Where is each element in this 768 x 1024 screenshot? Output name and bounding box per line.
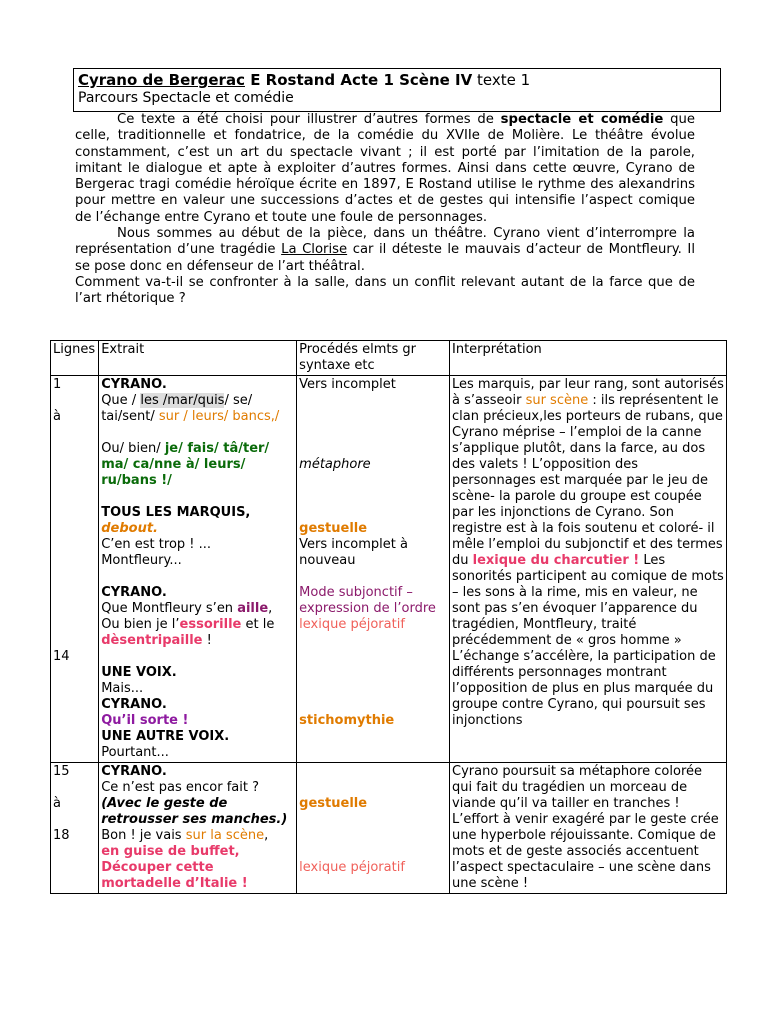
device: Mode subjonctif – expression de l’ordre [299, 585, 436, 616]
verse [101, 828, 294, 844]
intro-question: Comment va-t-il se confronter à la salle, dans un conflit relevant autant de la farce que de l’art rhétorique ? [75, 274, 695, 307]
intro-p2-text-end: car il déteste le mauvais d’acteur de Montfleury. Il se pose donc en défenseur de l’art théâtral. [75, 242, 695, 274]
verse: Pourtant... [101, 745, 169, 760]
table-header-row [51, 341, 727, 376]
verse-pink: aille [237, 601, 269, 616]
extract-cell [99, 376, 297, 763]
verse-text: Ou/ bien/ [101, 441, 165, 456]
interpretation-text: Les sonorités participent au comique de mots – les sons à la rime, mis en valeur, ne sont pas s’en évoquer l’apparence du tragédien, Montfleury, traité précédemment de « gros homme » L’échange s’accélère, la participation de différents personnages montrant l’opposition de plus en plus marquée du groupe contre Cyrano, qui poursuit ses injonctions [452, 553, 724, 728]
verse-pink: essorille [179, 617, 242, 632]
interpretation-pink: lexique du charcutier ! [472, 553, 640, 568]
interpretation-cell: Cyrano poursuit sa métaphore colorée qui fait du tragédien un morceau de viande qu’il va tailler en tranches ! L’effort à venir exagéré par le geste crée une hyperbole réjouissante. Comique de mots et de geste associés accentuent l’aspect spectaculaire – une scène dans une scène ! [450, 763, 727, 894]
line-start: 1 [53, 377, 62, 392]
verse [101, 393, 294, 425]
devices-cell [297, 763, 450, 894]
verse-pink: en guise de buffet, [101, 844, 240, 859]
intro-paragraph-1 [75, 112, 695, 226]
verse-highlight: les /mar/quis [140, 393, 225, 408]
table-row [51, 376, 727, 763]
header-interpretation: Interprétation [450, 341, 727, 376]
device: gestuelle [299, 521, 368, 536]
verse: C’en est trop ! ... [101, 537, 212, 552]
speaker: CYRANO. [101, 585, 167, 600]
device: métaphore [299, 457, 371, 472]
verse-text: Bon ! je vais [101, 828, 186, 843]
document-subtitle: Parcours Spectacle et comédie [78, 90, 294, 106]
verse-text: Que / [101, 393, 141, 408]
header-lines: Lignes [51, 341, 99, 376]
title-author-act: E Rostand Acte 1 Scène IV [244, 71, 473, 89]
verse-purple: Qu’il sorte ! [101, 713, 189, 728]
title-box [73, 68, 721, 112]
verse [101, 601, 294, 617]
verse: Ce n’est pas encor fait ? [101, 780, 260, 795]
verse-text: , [264, 828, 269, 843]
verse-pink: Découper cette mortadelle d’Italie ! [101, 860, 248, 891]
device: gestuelle [299, 796, 368, 811]
intro-paragraph-2 [75, 226, 695, 275]
verse: Mais... [101, 681, 144, 696]
line-end: 18 [53, 828, 70, 843]
device: stichomythie [299, 713, 395, 728]
line-a: à [53, 796, 61, 811]
stage-direction: (Avec le geste de retrousser ses manches.) [101, 796, 288, 827]
verse-text: Que Montfleury s’en [101, 601, 238, 616]
lines-cell [51, 376, 99, 763]
speaker: CYRANO. [101, 764, 167, 779]
device: Vers incomplet à nouveau [299, 537, 408, 568]
intro-p1-text: Ce texte a été choisi pour illustrer d’autres formes de [117, 112, 501, 127]
table-row [51, 763, 727, 894]
play-title: Cyrano de Bergerac [78, 71, 245, 89]
introduction [75, 112, 695, 308]
verse-text: , [268, 601, 273, 616]
speaker: TOUS LES MARQUIS, [101, 505, 251, 520]
line-a: à [53, 409, 61, 424]
speaker: UNE AUTRE VOIX. [101, 729, 230, 744]
intro-p2-underlined: La Clorise [281, 242, 348, 258]
verse-text: / se/ tai/sent/ [101, 393, 253, 424]
lines-cell [51, 763, 99, 894]
title-text-number: texte 1 [472, 71, 531, 89]
intro-p2-text: Nous sommes au début de la pièce, dans un théâtre. Cyrano vient d’interrompre la représentation d’une tragédie [75, 226, 695, 258]
header-extract: Extrait [99, 341, 297, 376]
device: Vers incomplet [299, 377, 396, 392]
speaker: CYRANO. [101, 697, 167, 712]
extract-cell [99, 763, 297, 894]
devices-cell [297, 376, 450, 763]
line-end: 14 [53, 649, 70, 664]
intro-p1-bold: spectacle et comédie [500, 112, 664, 127]
verse-text: ! [202, 633, 212, 648]
device: lexique péjoratif [299, 860, 405, 875]
verse [101, 633, 294, 649]
interpretation-cell [450, 376, 727, 763]
stage-direction: debout. [101, 521, 158, 536]
header-devices: Procédés elmts gr syntaxe etc [297, 341, 450, 376]
verse: Montfleury... [101, 553, 182, 568]
verse [101, 617, 294, 633]
speaker: UNE VOIX. [101, 665, 177, 680]
verse [101, 441, 294, 489]
intro-p1-text-end: que celle, traditionnelle et fondatrice, de la comédie du XVIIe de Molière. Le théâtre évolue constamment, c’est un art du spectacle vivant ; il est porté par l’imitation de la parole, imitant le dialogue et apte à exploiter d’autres formes. Ainsi dans cette œuvre, Cyrano de Bergerac tragi comédie héroïque écrite en 1897, E Rostand utilise le rythme des alexandrins pour mettre en valeur une successions d’actes et de gestes qui intensifie l’aspect comique de l’échange entre Cyrano et toute une foule de personnages. [75, 112, 695, 225]
speaker: CYRANO. [101, 377, 167, 392]
interpretation-orange: sur scène [525, 393, 589, 408]
verse-green: je/ fais/ tâ/ter/ ma/ ca/nne à/ leurs/ ru/bans !/ [101, 441, 270, 488]
interpretation-text: Les marquis, par leur rang, sont autorisés à s’asseoir [452, 377, 724, 408]
device: lexique péjoratif [299, 617, 405, 632]
line-start: 15 [53, 764, 70, 779]
verse-orange: sur la scène [185, 828, 265, 843]
interpretation-text: : ils représentent le clan précieux,les porteurs de rubans, que Cyrano méprise – l’emploi de la canne s’applique plutôt, dans la farce, au dos des valets ! L’opposition des personnages est marquée par le jeu de scène- la parole du groupe est coupée par les injonctions de Cyrano. Son registre est à la fois soutenu et coloré- il mêle l’emploi du subjonctif et des termes du [452, 393, 723, 568]
verse-text: et le [241, 617, 275, 632]
document-title [78, 71, 716, 89]
verse-pink: dèsentripaille [101, 633, 203, 648]
verse-orange: sur / leurs/ bancs,/ [158, 409, 280, 424]
analysis-table [50, 340, 727, 894]
verse-text: Ou bien je l’ [101, 617, 180, 632]
